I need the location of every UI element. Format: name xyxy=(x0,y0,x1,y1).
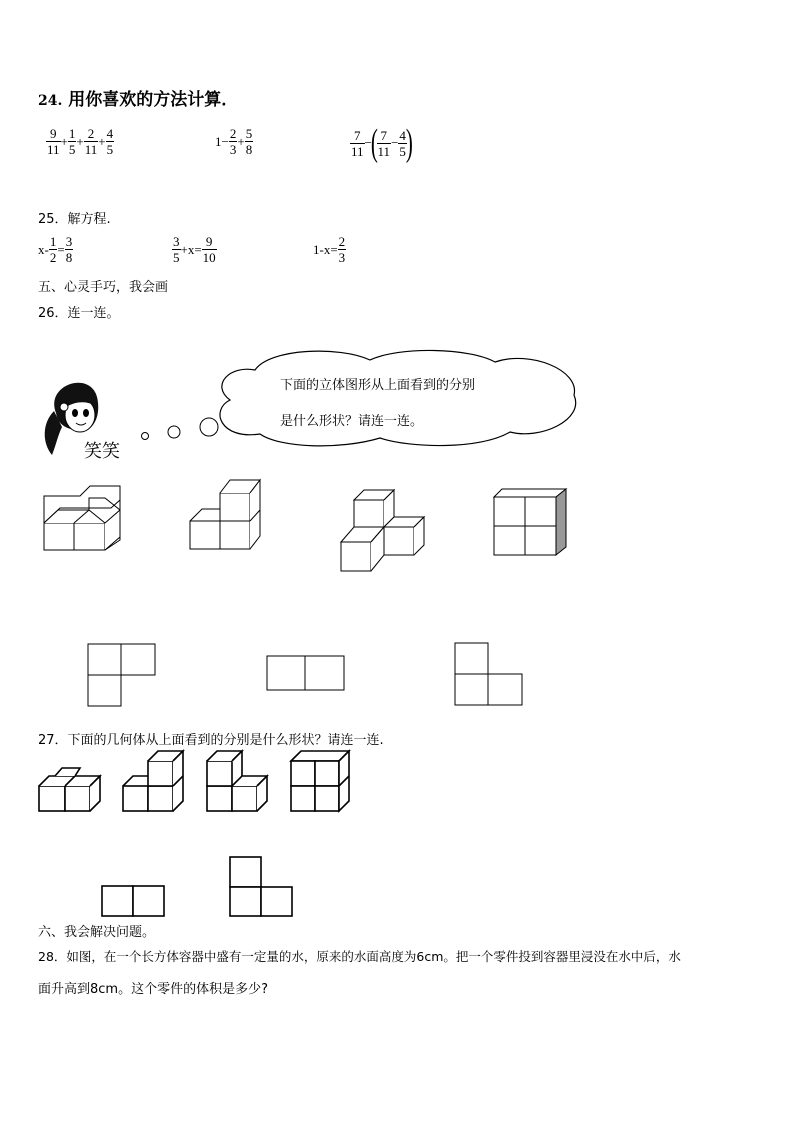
fraction: $\frac{2}{3}$ xyxy=(229,126,237,157)
fraction: $\frac{1}{2}$ xyxy=(49,234,57,265)
section-5-heading: 五、心灵手巧，我会画 xyxy=(38,280,169,295)
fraction: $\frac{7}{11}$ xyxy=(351,127,364,159)
fraction: $\frac{2}{11}$ xyxy=(84,126,98,157)
cloud-line-1: 下面的立体图形从上面看到的分别 xyxy=(280,378,476,393)
fraction: $\frac{5}{8}$ xyxy=(245,126,253,157)
q27-solid-4 xyxy=(291,751,349,811)
q26-solid-1 xyxy=(44,486,120,550)
fraction: $\frac{9}{10}$ xyxy=(202,234,216,265)
fraction: $\frac{4}{5}$ xyxy=(106,126,114,157)
q24-number: 24. xyxy=(38,93,63,109)
fraction: $\frac{3}{8}$ xyxy=(65,234,73,265)
q25-expr-2: $\frac{3}{5}$ +x= $\frac{9}{10}$ xyxy=(173,234,216,265)
fraction: $\frac{2}{3}$ xyxy=(338,234,346,265)
q24-expr-1: $\frac{9}{11}$ + $\frac{1}{5}$ + $\frac{2}{11}$ + $\frac{4}{5}$ xyxy=(47,126,114,157)
q26-view-2 xyxy=(267,656,344,690)
q24-text: 用你喜欢的方法计算． xyxy=(68,90,239,110)
q28-line-2: 面升高到8cm。这个零件的体积是多少? xyxy=(38,982,268,997)
q27-solids xyxy=(0,748,794,818)
q27-solid-1 xyxy=(39,768,100,811)
q26-solid-3 xyxy=(341,490,424,571)
q25-expr-1: x- $\frac{1}{2}$ = $\frac{3}{8}$ xyxy=(38,234,73,265)
q25-title: 25．解方程. xyxy=(38,212,111,227)
q24-title xyxy=(38,85,238,110)
q26-top-views xyxy=(0,640,794,710)
q26-view-3 xyxy=(455,643,522,705)
fraction: $\frac{1}{5}$ xyxy=(68,126,76,157)
q26-solid-2 xyxy=(190,480,260,549)
q26-title: 26．连一连。 xyxy=(38,306,120,321)
fraction: $\frac{4}{5}$ xyxy=(399,127,406,159)
q26-solids xyxy=(0,470,794,580)
section-6-heading: 六、我会解决问题。 xyxy=(38,925,156,940)
fraction: $\frac{3}{5}$ xyxy=(173,234,180,265)
q24-expr-3: $\frac{7}{11}$ −( $\frac{7}{11}$ − $\frac{4}{5}$ ) xyxy=(351,122,413,164)
thought-cloud xyxy=(140,350,585,455)
fraction: $\frac{9}{11}$ xyxy=(47,126,60,157)
q26-solid-4 xyxy=(494,489,566,555)
q27-view-1 xyxy=(102,886,164,916)
fraction: $\frac{7}{11}$ xyxy=(377,127,391,159)
q27-title: 27．下面的几何体从上面看到的分别是什么形状？请连一连. xyxy=(38,733,384,748)
q27-view-2 xyxy=(230,857,292,916)
q28-line-1: 28．如图，在一个长方体容器中盛有一定量的水，原来的水面高度为6cm。把一个零件投到容器里浸没在水中后，水 xyxy=(38,949,681,964)
girl-label: 笑笑 xyxy=(84,441,120,462)
q26-view-1 xyxy=(88,644,155,706)
girl-illustration xyxy=(36,373,136,465)
q27-solid-2 xyxy=(123,751,183,811)
q27-top-views xyxy=(0,855,794,921)
q25-expr-3: 1-x= $\frac{2}{3}$ xyxy=(313,234,346,265)
q27-solid-3 xyxy=(207,751,267,811)
cloud-line-2: 是什么形状？请连一连。 xyxy=(280,414,424,429)
q24-expr-2: 1− $\frac{2}{3}$ + $\frac{5}{8}$ xyxy=(215,126,253,157)
